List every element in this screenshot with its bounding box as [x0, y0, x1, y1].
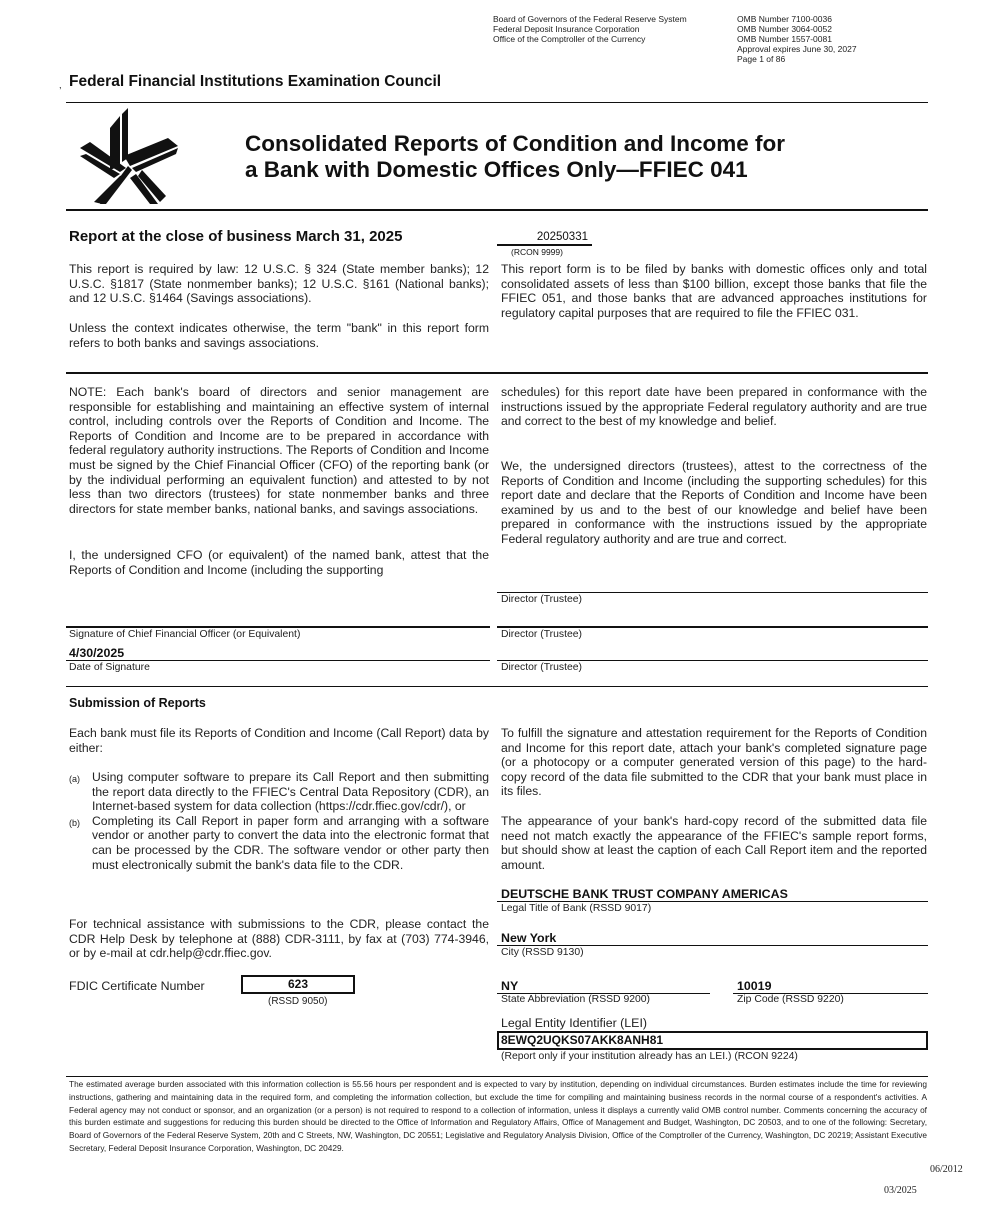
cfo-signature-line[interactable] [66, 626, 490, 628]
signature-date-label: Date of Signature [69, 662, 150, 673]
signature-date-value[interactable]: 4/30/2025 [69, 646, 125, 660]
appearance-text: The appearance of your bank's hard-copy record of the submitted data file need not match exactly the appearance of the FFIEC's sample report forms, but should show at least the caption of each Call Report item and the reported amount. [501, 814, 927, 872]
report-date-heading: Report at the close of business March 31, 2025 [69, 228, 403, 245]
note-text: NOTE: Each bank's board of directors and senior management are responsible for establishing and maintaining an effective system of internal control, including controls over the Reports of Condition and Income. The Reports of Condition and Income are to be prepared in accordance with federal regulatory authority instructions. The Reports of Condition and Income must be signed by the Chief Financial Officer (CFO) of the reporting bank (or by the individual performing an equivalent function) and attested to by not less than two directors (trustees) for state nonmember banks and three directors for state member banks, national banks, and savings associations. [69, 385, 489, 516]
fdic-cert-field[interactable]: 623 [241, 975, 355, 994]
director-3-signature-line[interactable] [497, 660, 928, 661]
state-label: State Abbreviation (RSSD 9200) [501, 994, 651, 1005]
section-divider-2 [66, 686, 928, 687]
omb-block [737, 14, 857, 64]
council-prefix-mark: , [59, 80, 62, 90]
council-name: Federal Financial Institutions Examination Council [69, 73, 442, 90]
director-2-label: Director (Trustee) [501, 629, 583, 640]
city-label: City (RSSD 9130) [501, 947, 584, 958]
submission-intro: Each bank must file its Reports of Condition and Income (Call Report) data by either: [69, 726, 489, 755]
fdic-cert-label: FDIC Certificate Number [69, 979, 205, 993]
page-number: Page 1 of 86 [737, 54, 786, 64]
zip-value[interactable]: 10019 [737, 979, 772, 993]
lei-heading: Legal Entity Identifier (LEI) [501, 1016, 648, 1030]
approval-expiry: Approval expires June 30, 2027 [737, 44, 857, 54]
state-value[interactable]: NY [501, 979, 519, 993]
lei-field[interactable]: 8EWQ2UQKS07AKK8ANH81 [497, 1031, 928, 1050]
lei-note: (Report only if your institution already has an LEI.) (RCON 9224) [501, 1051, 798, 1062]
option-b-marker: (b) [69, 817, 80, 828]
burden-statement: The estimated average burden associated with this information collection is 55.56 hours per respondent and is expected to vary by institution, depending on individual circumstances. Burden estimates include the time for reviewing instructions, gathering and maintaining data in the required form, and completing the information collection, but exclude the time for compiling and maintaining business records in the normal course of a respondent's activities. A Federal agency may not conduct or sponsor, and an organization (or a person) is not required to respond to a collection of information, unless it displays a currently valid OMB control number. Comments concerning the accuracy of this burden estimate and suggestions for reducing this burden should be directed to the Office of Information and Regulatory Affairs, Office of Management and Budget, Washington, DC 20503, and to one of the following: Secretary, Board of Governors of the Federal Reserve System, 20th and C Streets, NW, Washington, DC 20551; Legislative and Regulatory Analysis Division, Office of the Comptroller of the Currency, Washington, DC 20219; Assistant Executive Secretary, Federal Deposit Insurance Corporation, Washington, DC 20429. [69, 1079, 927, 1153]
omb-number-frb: OMB Number 7100-0036 [737, 14, 832, 24]
zip-label: Zip Code (RSSD 9220) [737, 994, 844, 1005]
city-line [497, 945, 928, 946]
title-divider [66, 209, 928, 211]
fdic-cert-code: (RSSD 9050) [268, 996, 328, 1007]
technical-assistance: For technical assistance with submissions to the CDR, please contact the CDR Help Desk by telephone at (888) CDR-3111, by fax at (703) 774-3946, or by e-mail at cdr.help@cdr.ffiec.gov. [69, 917, 489, 961]
signature-date-line [66, 660, 490, 661]
city-value[interactable]: New York [501, 931, 557, 945]
option-a-marker: (a) [69, 774, 80, 784]
directors-attestation: We, the undersigned directors (trustees), attest to the correctness of the Reports of Condition and Income (including the supporting schedules) for this report date and declare that the Reports of Condition and Income have been examined by us and to the best of our knowledge and belief have been prepared in conformance with the instructions issued by the appropriate Federal regulatory authority and are true and correct. [501, 459, 927, 546]
director-1-signature-line[interactable] [497, 592, 928, 593]
form-title-line1: Consolidated Reports of Condition and Income for [245, 131, 785, 156]
submission-options [69, 770, 489, 872]
form-date: 03/2025 [884, 1185, 917, 1196]
law-text: This report is required by law: 12 U.S.C. § 324 (State member banks); 12 U.S.C. §1817 (State nonmember banks); 12 U.S.C. §161 (National banks); and 12 U.S.C. §1464 (Savings associations). [69, 262, 489, 306]
report-date-value[interactable]: 20250331 [497, 231, 592, 246]
cfo-signature-label: Signature of Chief Financial Officer (or Equivalent) [69, 629, 301, 640]
legal-title-label: Legal Title of Bank (RSSD 9017) [501, 903, 652, 914]
agency-fdic: Federal Deposit Insurance Corporation [493, 24, 640, 34]
submission-option-b [69, 814, 489, 872]
revision-date: 06/2012 [930, 1164, 963, 1175]
section-divider-1 [66, 372, 928, 374]
report-date-code: (RCON 9999) [511, 247, 563, 257]
director-1-label: Director (Trustee) [501, 594, 583, 605]
header-divider [66, 102, 928, 103]
legal-title-line [497, 901, 928, 902]
form-title [245, 131, 785, 183]
legal-title-value[interactable]: DEUTSCHE BANK TRUST COMPANY AMERICAS [501, 887, 788, 901]
ffiec-logo-icon [80, 108, 180, 204]
cfo-attestation-end: schedules) for this report date have been prepared in conformance with the instructions issued by the appropriate Federal regulatory authority and are true and correct to the best of my knowledge and belief. [501, 385, 927, 429]
director-2-signature-line[interactable] [497, 626, 928, 628]
agency-list [493, 14, 687, 44]
agency-frb: Board of Governors of the Federal Reserve System [493, 14, 687, 24]
scope-text: This report form is to be filed by banks with domestic offices only and total consolidated assets of less than $100 billion, except those banks that file the FFIEC 051, and those banks that are advanced approaches institutions for regulatory capital purposes that are required to file the FFIEC 031. [501, 262, 927, 320]
director-3-label: Director (Trustee) [501, 662, 583, 673]
fulfill-requirement-text: To fulfill the signature and attestation requirement for the Reports of Condition and Income for this report date, attach your bank's completed signature page (or a photocopy or a computer generated version of this page) to the hard-copy record of the data file submitted to the CDR that your bank must place in its files. [501, 726, 927, 799]
omb-number-occ: OMB Number 1557-0081 [737, 34, 832, 44]
cfo-attestation-start: I, the undersigned CFO (or equivalent) of the named bank, attest that the Reports of Condition and Income (including the supporting [69, 548, 489, 577]
form-title-line2: a Bank with Domestic Offices Only—FFIEC 041 [245, 157, 748, 182]
bank-term-text: Unless the context indicates otherwise, the term "bank" in this report form refers to both banks and savings associations. [69, 321, 489, 350]
submission-heading: Submission of Reports [69, 696, 206, 710]
omb-number-fdic: OMB Number 3064-0052 [737, 24, 832, 34]
submission-option-a [69, 770, 489, 814]
agency-occ: Office of the Comptroller of the Currency [493, 34, 646, 44]
option-a-text: Using computer software to prepare its Call Report and then submitting the report data directly to the FFIEC's Central Data Repository (CDR), an Internet-based system for data collection (https://cdr.ffiec.gov/cdr/), or [92, 770, 489, 814]
option-b-text: Completing its Call Report in paper form and arranging with a software vendor or another party to convert the data into the electronic format that can be processed by the CDR. The software vendor or other party then must electronically submit the bank's data file to the CDR. [92, 813, 489, 872]
footer-divider [66, 1076, 928, 1077]
